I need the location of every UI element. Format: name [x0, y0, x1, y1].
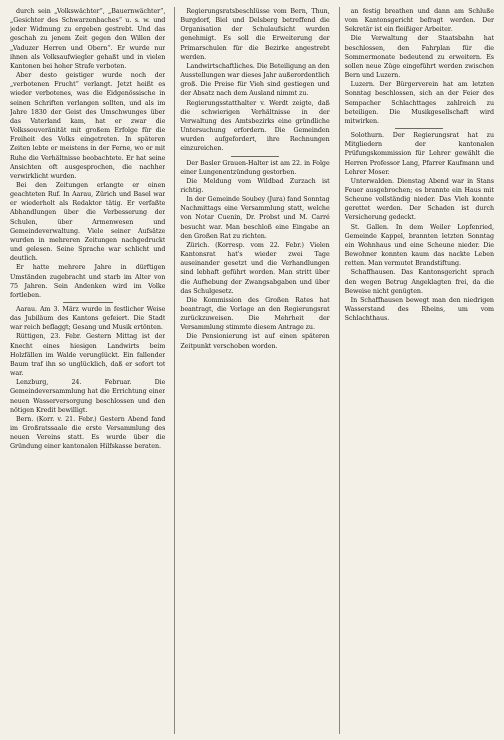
paragraph: Der Basler Grauen-Halter ist am 22. in Folge einer Lungenentzündung gestorben. — [180, 159, 330, 176]
paragraph: Bern. (Korr. v. 21. Febr.) Gestern Abend fand im Großratssaale die erste Versammlung des neuen Vereins statt. Es wurde über die Gründung einer kantonalen Hilfskasse beraten. — [10, 415, 166, 451]
paragraph: In der Gemeinde Soubey (Jura) fand Sonntag Nachmittags eine Versammlung statt, welche von Notar Cuenin, Dr. Probst und M. Carré besucht war. Man beschloß eine Eingabe an den Großen Rat zu richten. — [180, 196, 330, 240]
paragraph: Luzern. Der Bürgerverein hat am letzten Sonntag beschlossen, sich an der Feier des Sempacher Schlachttages zahlreich zu beteiligen. Die Musikgesellschaft wird mitwirken. — [344, 81, 494, 125]
paragraph: Aarau. Am 3. März wurde in festlicher Weise das Jubiläum des Kantons gefeiert. Die Stadt war reich beflaggt; Gesang und Musik ertönten. — [10, 306, 166, 332]
paragraph: Regierungsstatthalter v. Werdt zeigte, daß die schwierigen Verhältnisse in der Verwaltung des Amtsbezirks eine gründliche Untersuchung erfordern. Die Gemeinden wurden aufgefordert, ihre Rechnungen einzureichen. — [180, 99, 330, 153]
column-middle — [174, 7, 329, 734]
paragraph: Die Pensionierung ist auf einen späteren Zeitpunkt verschoben worden. — [180, 333, 330, 350]
paragraph: Regierungsratsbeschlüsse vom Bern, Thun, Burgdorf, Biel und Delsberg betreffend die Organisation der Schulaufsicht wurden genehmigt. Es soll die Erweiterung der Primarschulen für die Bezirke angestrebt werden. — [180, 8, 330, 61]
paragraph: Rüttigen, 23. Febr. Gestern Mittag ist der Knecht eines hiesigen Landwirts beim Holzfällen im Walde verunglückt. Ein fallender Baum traf ihn so unglücklich, daß er sofort tot war. — [10, 333, 166, 378]
paragraph: Bei den Zeitungen erlangte er einen geachteten Ruf. In Aarau, Zürich und Basel war er wiederholt als Redaktor tätig. Er verfaßte Abhandlungen über die Verbesserung der Schulen, über Armenwesen und Gemeindeverwaltung. Viele seiner Aufsätze wurden in mehreren Zeitungen nachgedruckt und gelesen. Seine Sprache war schlicht und deutlich. — [10, 181, 166, 263]
divider — [395, 128, 443, 129]
paragraph: Solothurn. Der Regierungsrat hat zu Mitgliedern der kantonalen Prüfungskommission für Lehrer gewählt die Herren Professor Lang, Pfarrer Kaufmann und Lehrer Moser. — [344, 132, 494, 176]
paragraph: Landwirtschaftliches. Die Beteiligung an den Ausstellungen war dieses Jahr außerordentlich groß. Die Preise für Vieh sind gestiegen und der Absatz nach dem Ausland nimmt zu. — [180, 62, 330, 98]
paragraph: durch sein „Volkswächter“, „Bauernwächter“, „Gesichter des Schwarzenbaches“ u. s. w. und jeder Widmung zu ergeben gestrebt. Und das geschah zu jenem Zeit gegen den Willen der „Vaduzer Herren und Obern“. Er wurde nur ihnen als Volksaufwiegler gehaßt und in vielen Kantonen bei hoher Strafe verboten. — [10, 8, 166, 70]
divider — [231, 156, 279, 157]
paragraph: an festig breathen und dann am Schluße vom Kantonsgericht befragt werden. Der Sekretär ist ein fleißiger Arbeiter. — [344, 8, 494, 34]
paragraph: Die Verwaltung der Staatsbahn hat beschlossen, den Fahrplan für die Sommermonate bedeutend zu erweitern. Es sollen neue Züge eingeführt werden zwischen Bern und Luzern. — [344, 35, 494, 80]
column-left — [10, 7, 165, 734]
paragraph: Die Kommission des Großen Rates hat beantragt, die Vorlage an den Regierungsrat zurückzuweisen. Die Mehrheit der Versammlung stimmte diesem Antrage zu. — [180, 296, 330, 332]
paragraph: Lenzburg, 24. Februar. Die Gemeindeversammlung hat die Errichtung einer neuen Wasserversorgung beschlossen und den nötigen Kredit bewilligt. — [10, 379, 166, 414]
paragraph: Zürich. (Korresp. vom 22. Febr.) Vielen Kantonsrat hat's wieder zwei Tage auseinander gesetzt und die Verhandlungen sind lebhaft geführt worden. Man stritt über die Aufhebung der Zwangsabgaben und über das Schulgesetz. — [180, 241, 330, 295]
paragraph: St. Gallen. In dem Weiler Lopfenried, Gemeinde Kappel, brannten letzten Sonntag ein Wohnhaus und eine Scheune nieder. Die Bewohner konnten kaum das nackte Leben retten. Man vermutet Brandstiftung. — [344, 223, 494, 268]
paragraph: Schaffhausen. Das Kantonsgericht sprach den wegen Betrug Angeklagten frei, da die Beweise nicht genügten. — [344, 269, 494, 295]
column-right — [339, 7, 494, 734]
article-columns — [10, 7, 494, 734]
divider — [63, 302, 113, 303]
paragraph: Die Meldung vom Wildbad Zurzach ist richtig. — [180, 177, 330, 194]
paragraph: In Schaffhausen bewegt man den niedrigen Wasserstand des Rheins, um vom Schlachthaus. — [344, 296, 494, 323]
paragraph: Aber desto geistiger wurde noch der „verbotenen Frucht“ verlangt. Jetzt heißt es wieder verbotenes, was die Eidgenössische in seinen Schriften verlangen sollten, und als im Jahre 1830 der Geist des Umschwunges über das Vaterland kam, hat er zwar die Volkssouveränität mit großem Erfolge für die Freiheit des Volks eingetreten. In späteren Zeiten lebte er meistens in der Ferne, wo er mit Ruhe die Verhältnisse beobachtete. Er hat seine Ansichten oft ausgesprochen, die nachher verwirklicht wurden. — [10, 72, 166, 180]
paragraph: Er hatte mehrere Jahre in dürftigen Umständen zugebracht und starb im Alter von 75 Jahren. Sein Andenken wird im Volke fortleben. — [10, 264, 166, 299]
paragraph: Unterwalden. Dienstag Abend war in Stans Feuer ausgebrochen; es brannte ein Haus mit Scheune vollständig nieder. Das Vieh konnte gerettet werden. Der Schaden ist durch Versicherung gedeckt. — [344, 177, 494, 222]
